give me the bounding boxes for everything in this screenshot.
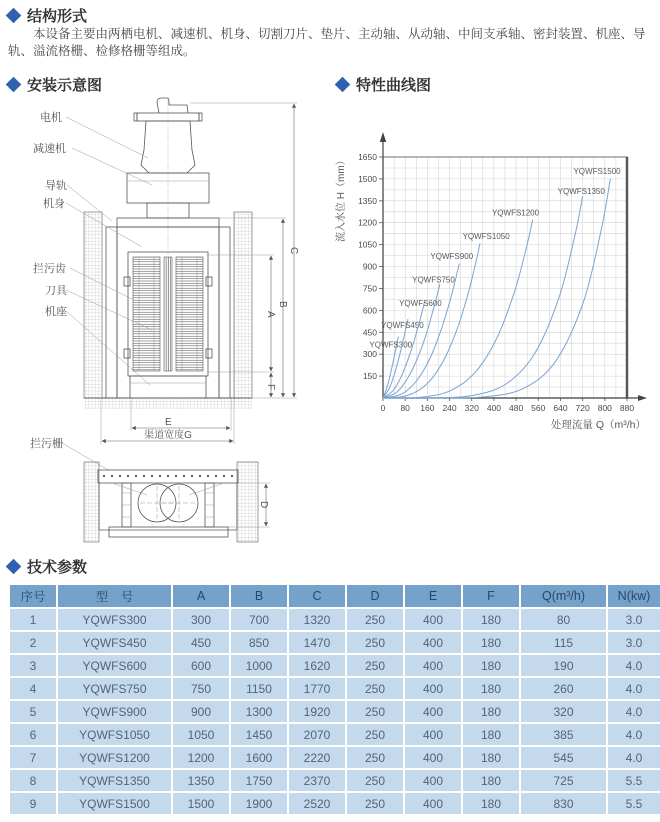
table-cell: 830	[521, 793, 606, 814]
label-guide-rail: 导轨	[45, 180, 67, 192]
table-cell: 180	[463, 701, 519, 722]
table-cell: YQWFS300	[58, 609, 171, 630]
table-cell: 400	[405, 678, 461, 699]
dim-E: E	[165, 417, 172, 428]
flange-cap	[199, 113, 202, 121]
table-row	[10, 678, 660, 699]
table-cell: 1050	[173, 724, 229, 745]
x-tick-label: 240	[442, 403, 457, 413]
table-cell: 180	[463, 747, 519, 768]
table-cell: 400	[405, 724, 461, 745]
curve-label-YQWFS600: YQWFS600	[399, 298, 442, 308]
dim-channel-width: 渠道宽度G	[144, 430, 192, 441]
curve-chart-svg	[330, 100, 660, 445]
table-cell: 250	[347, 609, 403, 630]
x-tick-label: 320	[464, 403, 479, 413]
y-tick-label: 600	[362, 305, 377, 316]
column-header: D	[347, 585, 403, 607]
table-cell: 1300	[231, 701, 287, 722]
y-tick-label: 1350	[358, 195, 377, 206]
table-cell: 4	[10, 678, 56, 699]
table-cell: 400	[405, 701, 461, 722]
column-header: N(kw)	[608, 585, 660, 607]
table-cell: 300	[173, 609, 229, 630]
table-cell: 180	[463, 793, 519, 814]
label-trash-rack: 拦污栅	[30, 438, 63, 450]
screen-hole	[175, 475, 177, 477]
table-cell: YQWFS900	[58, 701, 171, 722]
table-cell: 250	[347, 770, 403, 791]
table-cell: 400	[405, 747, 461, 768]
table-cell: 250	[347, 632, 403, 653]
column-header: Q(m³/h)	[521, 585, 606, 607]
table-cell: 4.0	[608, 747, 660, 768]
flange-cap	[134, 113, 137, 121]
curve-label-YQWFS750: YQWFS750	[412, 275, 455, 285]
table-row	[10, 724, 660, 745]
table-cell: 545	[521, 747, 606, 768]
screen-hole	[223, 475, 225, 477]
parameters-table	[8, 583, 660, 816]
table-cell: 250	[347, 678, 403, 699]
y-tick-label: 1200	[358, 217, 377, 228]
curve-label-YQWFS1050: YQWFS1050	[462, 231, 510, 241]
table-cell: 725	[521, 770, 606, 791]
pit-wall-right	[234, 212, 252, 398]
table-cell: 4.0	[608, 701, 660, 722]
structure-description: 本设备主要由两栖电机、减速机、机身、切割刀片、垫片、主动轴、从动轴、中间支承轴、密封装置、机座、导轨、溢流格栅、检修格栅等组成。	[8, 27, 646, 58]
table-row	[10, 632, 660, 653]
guide-rail-left	[106, 227, 117, 398]
table-cell: 4.0	[608, 678, 660, 699]
table-cell: 7	[10, 747, 56, 768]
section-title: 结构形式	[27, 8, 88, 25]
dim-A: A	[265, 311, 276, 318]
screen-hole	[119, 475, 121, 477]
table-cell: 1600	[231, 747, 287, 768]
table-row	[10, 747, 660, 768]
x-axis-arrow	[638, 395, 647, 401]
column-header: 序号	[10, 585, 56, 607]
installation-diagram	[0, 95, 335, 555]
guide-rail-right	[219, 227, 230, 398]
table-cell: 180	[463, 632, 519, 653]
table-cell: YQWFS750	[58, 678, 171, 699]
table-cell: 1620	[289, 655, 345, 676]
table-cell: 400	[405, 632, 461, 653]
y-tick-label: 1650	[358, 152, 377, 162]
table-cell: 260	[521, 678, 606, 699]
table-cell: 3.0	[608, 632, 660, 653]
screen-hole	[199, 475, 201, 477]
table-cell: 4.0	[608, 655, 660, 676]
plan-wall-left	[84, 462, 99, 542]
screen-hole	[135, 475, 137, 477]
screen-hole	[143, 475, 145, 477]
curve-label-YQWFS300: YQWFS300	[369, 340, 413, 350]
table-cell: YQWFS1350	[58, 770, 171, 791]
table-cell: 1	[10, 609, 56, 630]
table-cell: 1920	[289, 701, 345, 722]
table-cell: 450	[173, 632, 229, 653]
table-cell: 2070	[289, 724, 345, 745]
table-cell: 3.0	[608, 609, 660, 630]
table-cell: 1320	[289, 609, 345, 630]
dim-F: F	[265, 384, 276, 391]
table-row	[10, 701, 660, 722]
table-cell: 1770	[289, 678, 345, 699]
y-axis-title: 流入水位 H（mm）	[336, 155, 347, 242]
screen-hole	[207, 475, 209, 477]
x-tick-label: 880	[619, 403, 635, 413]
label-base: 机座	[45, 306, 67, 318]
dim-D: D	[258, 501, 269, 509]
column-header: C	[289, 585, 345, 607]
table-cell: 250	[347, 655, 403, 676]
table-cell: 320	[521, 701, 606, 722]
screen-hole	[191, 475, 193, 477]
table-cell: 180	[463, 609, 519, 630]
table-cell: YQWFS1500	[58, 793, 171, 814]
grinder-drum-left	[133, 257, 160, 371]
table-cell: 1470	[289, 632, 345, 653]
table-cell: 180	[463, 655, 519, 676]
curve-YQWFS450	[383, 319, 408, 398]
table-cell: 700	[231, 609, 287, 630]
table-cell: 4.0	[608, 724, 660, 745]
machine-base	[130, 376, 206, 398]
plan-wall-right	[237, 462, 258, 542]
table-cell: 400	[405, 609, 461, 630]
center-shaft	[164, 257, 172, 371]
table-cell: 3	[10, 655, 56, 676]
table-cell: 1450	[231, 724, 287, 745]
table-cell: 5	[10, 701, 56, 722]
bolt	[124, 277, 130, 286]
y-tick-label: 1500	[358, 173, 377, 184]
section-title: 特性曲线图	[356, 77, 432, 94]
y-tick-label: 750	[362, 283, 377, 294]
table-cell: 250	[347, 793, 403, 814]
table-cell: 1750	[231, 770, 287, 791]
section-heading-structure	[8, 5, 87, 26]
table-cell: 180	[463, 678, 519, 699]
curve-label-YQWFS1350: YQWFS1350	[557, 187, 605, 197]
table-cell: 180	[463, 724, 519, 745]
x-tick-label: 400	[486, 403, 502, 413]
table-cell: 600	[173, 655, 229, 676]
bolt	[124, 349, 130, 358]
label-trash-teeth: 拦污齿	[33, 263, 66, 275]
table-row	[10, 609, 660, 630]
table-cell: 180	[463, 770, 519, 791]
bottom-beam	[109, 527, 228, 537]
screen-hole	[231, 475, 233, 477]
curve-label-YQWFS900: YQWFS900	[430, 252, 474, 262]
table-cell: 1900	[231, 793, 287, 814]
table-cell: 250	[347, 724, 403, 745]
y-tick-label: 150	[362, 371, 377, 382]
table-cell: YQWFS1050	[58, 724, 171, 745]
table-cell: 5.5	[608, 793, 660, 814]
screen-hole	[151, 475, 153, 477]
section-heading-install	[8, 74, 102, 95]
table-cell: 190	[521, 655, 606, 676]
plan-view	[84, 462, 270, 542]
table-cell: 400	[405, 793, 461, 814]
y-tick-label: 300	[362, 349, 377, 360]
table-cell: 2520	[289, 793, 345, 814]
x-tick-label: 560	[531, 403, 546, 413]
screen-hole	[111, 475, 113, 477]
table-cell: 1200	[173, 747, 229, 768]
table-cell: 80	[521, 609, 606, 630]
column-header: F	[463, 585, 519, 607]
table-cell: 5.5	[608, 770, 660, 791]
screen-hole	[127, 475, 129, 477]
section-title: 技术参数	[27, 559, 88, 576]
table-cell: 115	[521, 632, 606, 653]
section-heading-params	[8, 556, 87, 577]
table-cell: 250	[347, 701, 403, 722]
screen-hole	[103, 475, 105, 477]
bolt	[206, 277, 212, 286]
table-cell: 385	[521, 724, 606, 745]
curve-label-YQWFS450: YQWFS450	[381, 320, 424, 330]
table-cell: 400	[405, 770, 461, 791]
screen-hole	[159, 475, 161, 477]
table-row	[10, 655, 660, 676]
x-tick-label: 480	[508, 403, 524, 413]
table-cell: 400	[405, 655, 461, 676]
table-cell: 250	[347, 747, 403, 768]
grinder-drum-right	[176, 257, 203, 371]
table-header-row	[10, 585, 660, 607]
lifting-hook	[157, 98, 188, 113]
table-cell: 9	[10, 793, 56, 814]
x-tick-label: 800	[597, 403, 612, 413]
table-cell: 900	[173, 701, 229, 722]
x-tick-label: 720	[575, 403, 590, 413]
screen-hole	[183, 475, 185, 477]
table-cell: 8	[10, 770, 56, 791]
table-cell: 1150	[231, 678, 287, 699]
table-row	[10, 793, 660, 814]
y-tick-label: 900	[362, 261, 377, 272]
diamond-icon	[6, 77, 22, 93]
x-tick-label: 0	[380, 403, 386, 413]
curve-label-YQWFS1500: YQWFS1500	[573, 166, 621, 176]
label-reducer: 减速机	[33, 143, 66, 155]
column-header: 型 号	[58, 585, 171, 607]
label-body: 机身	[43, 198, 65, 210]
x-axis-title: 处理流量 Q（m³/h）	[550, 419, 646, 431]
x-tick-label: 80	[400, 403, 410, 413]
characteristic-curve-chart	[330, 100, 660, 445]
table-cell: 850	[231, 632, 287, 653]
table-cell: 750	[173, 678, 229, 699]
table-cell: YQWFS600	[58, 655, 171, 676]
label-cutter: 刀具	[45, 285, 67, 297]
y-tick-label: 1050	[358, 239, 377, 250]
diamond-icon	[335, 77, 351, 93]
column-header: B	[231, 585, 287, 607]
x-tick-label: 160	[420, 403, 435, 413]
table-cell: 1500	[173, 793, 229, 814]
diamond-icon	[6, 8, 22, 24]
section-heading-curves	[337, 74, 431, 95]
x-tick-label: 640	[553, 403, 568, 413]
table-cell: 2220	[289, 747, 345, 768]
bolt	[206, 349, 212, 358]
y-axis-arrow	[380, 132, 386, 142]
table-cell: 1350	[173, 770, 229, 791]
diamond-icon	[6, 559, 22, 575]
screen-hole	[215, 475, 217, 477]
section-title: 安装示意图	[27, 77, 103, 94]
table-cell: YQWFS450	[58, 632, 171, 653]
table-cell: YQWFS1200	[58, 747, 171, 768]
pit-wall-left	[84, 212, 102, 398]
bar-screen-holes	[103, 475, 233, 477]
column-header: E	[405, 585, 461, 607]
table-cell: 6	[10, 724, 56, 745]
dim-B: B	[277, 301, 288, 308]
label-motor: 电机	[40, 112, 62, 124]
channel-walls	[99, 483, 237, 530]
dim-C: C	[288, 247, 299, 255]
pit-floor-hatch	[84, 398, 252, 409]
table-cell: 2370	[289, 770, 345, 791]
table-cell: 1000	[231, 655, 287, 676]
y-tick-label: 450	[362, 327, 377, 338]
column-header: A	[173, 585, 229, 607]
table-cell: 2	[10, 632, 56, 653]
screen-hole	[167, 475, 169, 477]
table-row	[10, 770, 660, 791]
curve-label-YQWFS1200: YQWFS1200	[491, 208, 540, 218]
